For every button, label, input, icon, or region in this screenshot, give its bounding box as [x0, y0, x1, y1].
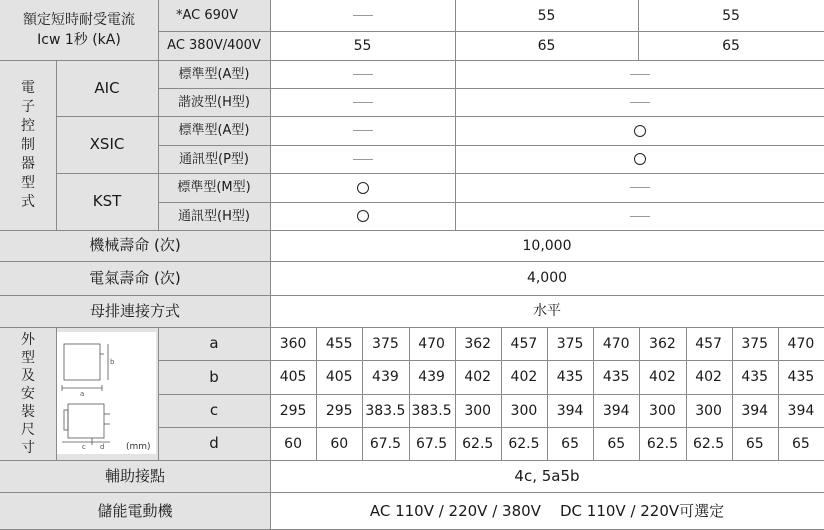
dim-value-b-1: 405 — [270, 360, 316, 394]
ecu-group-xsic: XSIC — [56, 116, 158, 173]
column-rule — [158, 327, 159, 460]
dash-mark — [630, 216, 650, 217]
dim-value-b-5: 402 — [455, 360, 501, 394]
row-rule — [0, 492, 824, 493]
ecu-xsic-p-v2 — [455, 145, 824, 173]
ecu-aic-type-a: 標準型(A型) — [158, 60, 270, 88]
aux-label: 輔助接點 — [0, 460, 270, 492]
ecu-kst-type-m: 標準型(M型) — [158, 173, 270, 202]
dim-value-a-1: 360 — [270, 327, 316, 360]
diagram-unit: (mm) — [126, 442, 151, 452]
ecu-label — [0, 60, 56, 230]
dim-value-a-7: 375 — [547, 327, 593, 360]
ecu-xsic-a-v1 — [270, 116, 455, 145]
dash-mark — [630, 187, 650, 188]
dash-mark — [353, 159, 373, 160]
icw-690-col2: 55 — [455, 0, 638, 31]
diagram-label-d: d — [100, 443, 105, 451]
column-rule — [409, 327, 410, 460]
column-rule — [455, 0, 456, 60]
dim-value-c-10: 300 — [686, 394, 732, 427]
row-rule — [158, 394, 824, 395]
icw-400-col2: 65 — [455, 31, 638, 60]
dim-value-b-2: 405 — [316, 360, 362, 394]
dim-value-c-4: 383.5 — [409, 394, 455, 427]
column-rule — [158, 0, 159, 60]
dim-value-a-9: 362 — [639, 327, 685, 360]
dim-value-d-3: 67.5 — [362, 427, 408, 460]
column-rule — [547, 327, 548, 460]
column-rule — [56, 327, 57, 460]
column-rule — [270, 230, 271, 327]
row-rule — [56, 173, 824, 174]
dim-value-d-12: 65 — [778, 427, 824, 460]
column-rule — [158, 60, 159, 230]
elec-life-value: 4,000 — [270, 261, 824, 295]
row-rule — [0, 261, 824, 262]
diagram-label-b: b — [110, 358, 115, 366]
dim-value-a-2: 455 — [316, 327, 362, 360]
column-rule — [56, 60, 57, 230]
diagram-label-a: a — [80, 390, 85, 398]
column-rule — [270, 0, 271, 230]
dim-value-c-12: 394 — [778, 394, 824, 427]
column-rule — [593, 327, 594, 460]
dim-value-d-9: 62.5 — [639, 427, 685, 460]
dim-value-c-1: 295 — [270, 394, 316, 427]
ecu-aic-a-v1 — [270, 60, 455, 88]
dimensions-label-text: 外 型 及 安 裝 尺 寸 — [21, 331, 35, 456]
dim-value-b-7: 435 — [547, 360, 593, 394]
ecu-xsic-type-a: 標準型(A型) — [158, 116, 270, 145]
ecu-aic-type-h: 諧波型(H型) — [158, 88, 270, 116]
icw-label — [0, 0, 158, 60]
dim-value-b-3: 439 — [362, 360, 408, 394]
circle-mark — [357, 210, 369, 222]
dimensions-label — [0, 327, 56, 460]
ecu-group-kst: KST — [56, 173, 158, 230]
ecu-aic-h-v1 — [270, 88, 455, 116]
row-rule — [0, 60, 824, 61]
dash-mark — [353, 15, 373, 16]
dim-value-b-12: 435 — [778, 360, 824, 394]
ecu-kst-m-v2 — [455, 173, 824, 202]
dim-value-d-5: 62.5 — [455, 427, 501, 460]
dim-value-c-11: 394 — [732, 394, 778, 427]
ecu-aic-a-v2 — [455, 60, 824, 88]
dim-value-a-5: 362 — [455, 327, 501, 360]
column-rule — [316, 327, 317, 460]
icw-400-col1: 55 — [270, 31, 455, 60]
dim-value-b-4: 439 — [409, 360, 455, 394]
dim-key-b: b — [158, 360, 270, 394]
dimensions-diagram — [56, 332, 156, 454]
row-rule — [56, 116, 824, 117]
dim-value-d-4: 67.5 — [409, 427, 455, 460]
dim-value-a-6: 457 — [501, 327, 547, 360]
row-rule — [158, 31, 824, 32]
dim-value-d-10: 62.5 — [686, 427, 732, 460]
dim-value-c-8: 394 — [593, 394, 639, 427]
dim-value-a-12: 470 — [778, 327, 824, 360]
busbar-label: 母排連接方式 — [0, 295, 270, 327]
dim-value-a-3: 375 — [362, 327, 408, 360]
dash-mark — [630, 102, 650, 103]
column-rule — [778, 327, 779, 460]
motor-label: 儲能電動機 — [0, 492, 270, 530]
dim-value-c-3: 383.5 — [362, 394, 408, 427]
ecu-aic-h-v2 — [455, 88, 824, 116]
dim-value-a-10: 457 — [686, 327, 732, 360]
circle-mark — [634, 153, 646, 165]
dim-value-b-8: 435 — [593, 360, 639, 394]
dim-value-a-4: 470 — [409, 327, 455, 360]
ecu-label-text: 電 子 控 制 器 型 式 — [21, 79, 35, 210]
row-rule — [0, 230, 824, 231]
column-rule — [638, 0, 639, 60]
ecu-xsic-p-v1 — [270, 145, 455, 173]
dim-value-d-6: 62.5 — [501, 427, 547, 460]
dim-value-c-7: 394 — [547, 394, 593, 427]
dim-key-d: d — [158, 427, 270, 460]
diagram-label-c: c — [82, 443, 86, 451]
ecu-group-aic: AIC — [56, 60, 158, 116]
dim-value-c-5: 300 — [455, 394, 501, 427]
column-rule — [501, 327, 502, 460]
dim-value-b-6: 402 — [501, 360, 547, 394]
row-rule — [158, 202, 824, 203]
ecu-kst-m-v1 — [270, 173, 455, 202]
dim-value-a-8: 470 — [593, 327, 639, 360]
dim-value-a-11: 375 — [732, 327, 778, 360]
row-rule — [158, 427, 824, 428]
column-rule — [639, 327, 640, 460]
row-rule — [0, 295, 824, 296]
dim-value-d-2: 60 — [316, 427, 362, 460]
column-rule — [732, 327, 733, 460]
dash-mark — [353, 102, 373, 103]
icw-label-line1: 額定短時耐受電流 — [23, 12, 135, 28]
dim-value-d-8: 65 — [593, 427, 639, 460]
column-rule — [455, 60, 456, 230]
icw-690-col3: 55 — [638, 0, 824, 31]
ecu-xsic-a-v2 — [455, 116, 824, 145]
icw-voltage-690: *AC 690V — [158, 0, 270, 31]
ecu-kst-type-h: 通訊型(H型) — [158, 202, 270, 230]
dash-mark — [630, 74, 650, 75]
column-rule — [686, 327, 687, 460]
icw-label-line2: Icw 1秒 (kA) — [37, 32, 121, 48]
dim-value-b-10: 402 — [686, 360, 732, 394]
mech-life-value: 10,000 — [270, 230, 824, 261]
dim-key-c: c — [158, 394, 270, 427]
mech-life-label: 機械壽命 (次) — [0, 230, 270, 261]
dash-mark — [353, 74, 373, 75]
motor-value: AC 110V / 220V / 380V DC 110V / 220V可選定 — [270, 492, 824, 530]
ecu-kst-h-v1 — [270, 202, 455, 230]
dim-value-d-1: 60 — [270, 427, 316, 460]
dim-value-d-11: 65 — [732, 427, 778, 460]
busbar-value: 水平 — [270, 295, 824, 327]
icw-690-col1 — [270, 0, 455, 31]
dim-value-c-2: 295 — [316, 394, 362, 427]
dim-value-c-6: 300 — [501, 394, 547, 427]
dim-key-a: a — [158, 327, 270, 360]
dim-value-b-9: 402 — [639, 360, 685, 394]
circle-mark — [634, 125, 646, 137]
dash-mark — [353, 130, 373, 131]
elec-life-label: 電氣壽命 (次) — [0, 261, 270, 295]
breaker-outline-diagram — [56, 332, 156, 454]
row-rule — [0, 327, 824, 328]
circle-mark — [357, 182, 369, 194]
ecu-kst-h-v2 — [455, 202, 824, 230]
icw-voltage-400: AC 380V/400V — [158, 31, 270, 60]
row-rule — [158, 88, 824, 89]
column-rule — [270, 460, 271, 530]
column-rule — [270, 327, 271, 460]
aux-value: 4c, 5a5b — [270, 460, 824, 492]
row-rule — [158, 360, 824, 361]
column-rule — [455, 327, 456, 460]
dim-value-d-7: 65 — [547, 427, 593, 460]
row-rule — [0, 460, 824, 461]
dim-value-c-9: 300 — [639, 394, 685, 427]
dim-value-b-11: 435 — [732, 360, 778, 394]
ecu-xsic-type-p: 通訊型(P型) — [158, 145, 270, 173]
column-rule — [362, 327, 363, 460]
row-rule — [158, 145, 824, 146]
icw-400-col3: 65 — [638, 31, 824, 60]
